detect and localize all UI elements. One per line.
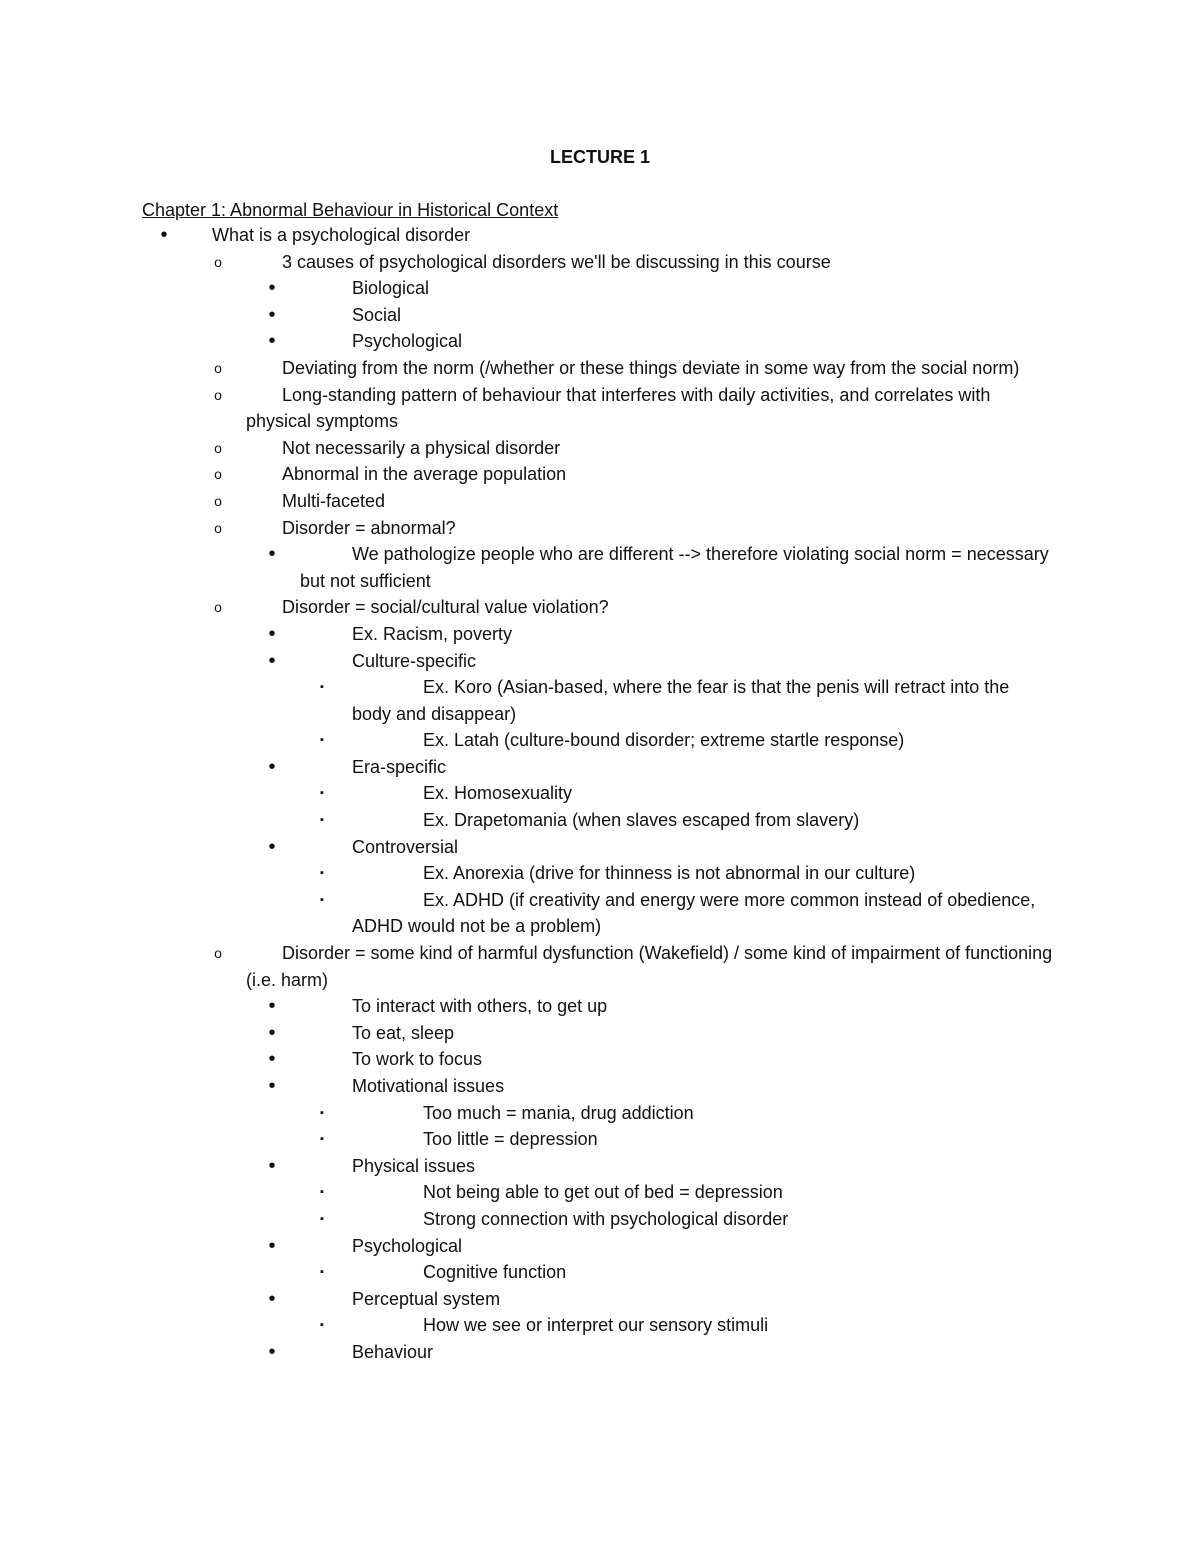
disc-bullet-icon: • xyxy=(268,995,276,1018)
outline-item-level-3 xyxy=(0,1020,1200,1047)
outline-item-level-3 xyxy=(0,302,1200,329)
outline-item-text: We pathologize people who are different --> therefore violating social norm = necessary but not sufficient xyxy=(300,544,1049,591)
disc-bullet-icon: • xyxy=(268,303,276,326)
outline-item-text: Ex. Racism, poverty xyxy=(352,623,513,644)
outline-item-text: Era-specific xyxy=(352,756,447,777)
outline-item-text: Disorder = some kind of harmful dysfunction (Wakefield) / some kind of impairment of functioning (i.e. harm) xyxy=(246,943,1053,990)
disc-bullet-icon: • xyxy=(268,1075,276,1097)
outline-item-level-3 xyxy=(0,754,1200,781)
outline-item-text: Culture-specific xyxy=(352,650,477,671)
disc-bullet-icon: • xyxy=(268,1048,276,1071)
square-bullet-icon: ▪ xyxy=(320,893,324,906)
outline-item-level-3 xyxy=(0,1286,1200,1313)
disc-bullet-icon: • xyxy=(268,1154,276,1177)
outline-item-level-3 xyxy=(0,1339,1200,1366)
disc-bullet-icon: • xyxy=(268,1287,276,1310)
square-bullet-icon: ▪ xyxy=(320,1266,324,1279)
outline-item-level-3 xyxy=(0,834,1200,861)
outline-item-level-2 xyxy=(0,940,1056,993)
outline-item-text: Multi-faceted xyxy=(282,490,386,511)
disc-bullet-icon: • xyxy=(268,277,276,300)
outline-item-text: Social xyxy=(352,304,402,325)
circle-bullet-icon: o xyxy=(214,386,222,403)
outline-item-text: Long-standing pattern of behaviour that interferes with daily activities, and correlates with physical symptoms xyxy=(246,384,991,432)
outline-item-text: Too much = mania, drug addiction xyxy=(423,1102,694,1123)
circle-bullet-icon: o xyxy=(214,599,222,616)
square-bullet-icon: ▪ xyxy=(320,867,324,880)
circle-bullet-icon: o xyxy=(214,439,222,456)
outline-item-text: Biological xyxy=(352,278,430,299)
circle-bullet-icon: o xyxy=(214,945,222,962)
outline-item-level-4 xyxy=(0,807,1200,834)
outline-item-text: Psychological xyxy=(352,1235,463,1256)
disc-bullet-icon: • xyxy=(268,330,276,353)
circle-bullet-icon: o xyxy=(214,253,222,270)
circle-bullet-icon: o xyxy=(214,519,222,536)
circle-bullet-icon: o xyxy=(214,492,222,509)
outline-item-level-2 xyxy=(0,461,1200,488)
outline-item-level-2 xyxy=(0,435,1200,462)
outline-item-level-3 xyxy=(0,1153,1200,1180)
outline-item-text: Physical issues xyxy=(352,1155,476,1176)
outline-item-text: Motivational issues xyxy=(352,1076,505,1096)
outline-item-level-4 xyxy=(0,1179,1200,1206)
outline-item-text: Not necessarily a physical disorder xyxy=(282,437,561,458)
outline-item-level-3 xyxy=(0,328,1200,355)
outline-item-text: Ex. Koro (Asian-based, where the fear is that the penis will retract into the body and disappear) xyxy=(352,677,1010,724)
outline-item-level-4 xyxy=(0,674,1052,727)
outline-item-level-4 xyxy=(0,727,1200,754)
outline-item-text: How we see or interpret our sensory stimuli xyxy=(423,1315,769,1336)
outline-item-level-3 xyxy=(0,541,1060,594)
square-bullet-icon: ▪ xyxy=(320,734,324,747)
outline-item-text: Ex. Anorexia (drive for thinness is not abnormal in our culture) xyxy=(423,863,916,884)
outline-item-text: Controversial xyxy=(352,836,459,857)
disc-bullet-icon: • xyxy=(268,1234,276,1257)
page-title: LECTURE 1 xyxy=(549,147,650,167)
square-bullet-icon: ▪ xyxy=(320,681,324,694)
circle-bullet-icon: o xyxy=(214,466,222,483)
disc-bullet-icon: • xyxy=(268,1340,276,1363)
disc-bullet-icon: • xyxy=(268,622,276,645)
outline-item-text: Ex. Drapetomania (when slaves escaped from slavery) xyxy=(423,810,860,831)
square-bullet-icon: ▪ xyxy=(320,1212,324,1225)
disc-bullet-icon: • xyxy=(268,835,276,858)
chapter-heading: Chapter 1: Abnormal Behaviour in Historical Context xyxy=(142,200,559,220)
outline-item-level-3 xyxy=(0,648,1200,675)
outline-list xyxy=(0,222,1200,1366)
square-bullet-icon: ▪ xyxy=(320,1106,324,1119)
outline-item-text: Ex. Latah (culture-bound disorder; extreme startle response) xyxy=(423,730,905,751)
outline-item-level-4 xyxy=(0,860,1200,887)
square-bullet-icon: ▪ xyxy=(320,1133,324,1146)
outline-item-level-3 xyxy=(0,1073,1200,1100)
outline-item-level-4 xyxy=(0,1259,1200,1286)
outline-item-text: To work to focus xyxy=(352,1049,483,1070)
outline-item-text: To eat, sleep xyxy=(352,1022,455,1043)
outline-item-text: Abnormal in the average population xyxy=(282,464,567,485)
outline-item-level-4 xyxy=(0,1126,1200,1153)
outline-item-level-3 xyxy=(0,993,1200,1020)
outline-item-level-2 xyxy=(0,594,1200,621)
disc-bullet-icon: • xyxy=(268,755,276,778)
square-bullet-icon: ▪ xyxy=(320,1319,324,1332)
outline-item-text: To interact with others, to get up xyxy=(352,996,608,1017)
outline-item-level-4 xyxy=(0,1312,1200,1339)
outline-item-level-4 xyxy=(0,887,1052,940)
disc-bullet-icon: • xyxy=(268,649,276,672)
outline-item-level-2 xyxy=(0,515,1200,542)
outline-item-text: 3 causes of psychological disorders we'll be discussing in this course xyxy=(282,251,831,272)
outline-item-text: Too little = depression xyxy=(423,1129,598,1150)
outline-item-text: What is a psychological disorder xyxy=(212,225,471,245)
circle-bullet-icon: o xyxy=(214,359,222,376)
outline-item-text: Behaviour xyxy=(352,1341,434,1362)
outline-item-level-3 xyxy=(0,1233,1200,1260)
outline-item-level-2 xyxy=(0,249,1200,276)
outline-item-level-3 xyxy=(0,1046,1200,1073)
outline-item-text: Ex. ADHD (if creativity and energy were more common instead of obedience, ADHD would not be a problem) xyxy=(352,889,1036,937)
outline-item-text: Disorder = social/cultural value violation? xyxy=(282,597,609,618)
outline-item-text: Ex. Homosexuality xyxy=(423,783,573,804)
outline-item-text: Not being able to get out of bed = depression xyxy=(423,1182,783,1203)
outline-item-text: Deviating from the norm (/whether or these things deviate in some way from the social norm) xyxy=(282,357,1020,378)
outline-item-text: Psychological xyxy=(352,331,463,352)
outline-item-level-2 xyxy=(0,382,1056,435)
square-bullet-icon: ▪ xyxy=(320,814,324,827)
square-bullet-icon: ▪ xyxy=(320,787,324,800)
outline-item-text: Cognitive function xyxy=(423,1262,567,1283)
outline-item-level-2 xyxy=(0,355,1056,382)
outline-item-level-2 xyxy=(0,488,1200,515)
disc-bullet-icon: • xyxy=(268,1021,276,1044)
outline-item-level-3 xyxy=(0,621,1200,648)
outline-item-text: Disorder = abnormal? xyxy=(282,517,456,538)
outline-item-level-1 xyxy=(0,222,1200,249)
outline-item-level-4 xyxy=(0,1100,1200,1127)
outline-item-level-3 xyxy=(0,275,1200,302)
square-bullet-icon: ▪ xyxy=(320,1186,324,1199)
disc-bullet-icon: • xyxy=(268,543,276,566)
outline-item-text: Strong connection with psychological disorder xyxy=(423,1208,789,1229)
outline-item-text: Perceptual system xyxy=(352,1288,501,1309)
outline-item-level-4 xyxy=(0,1206,1200,1233)
disc-bullet-icon: • xyxy=(160,224,168,246)
outline-item-level-4 xyxy=(0,780,1200,807)
